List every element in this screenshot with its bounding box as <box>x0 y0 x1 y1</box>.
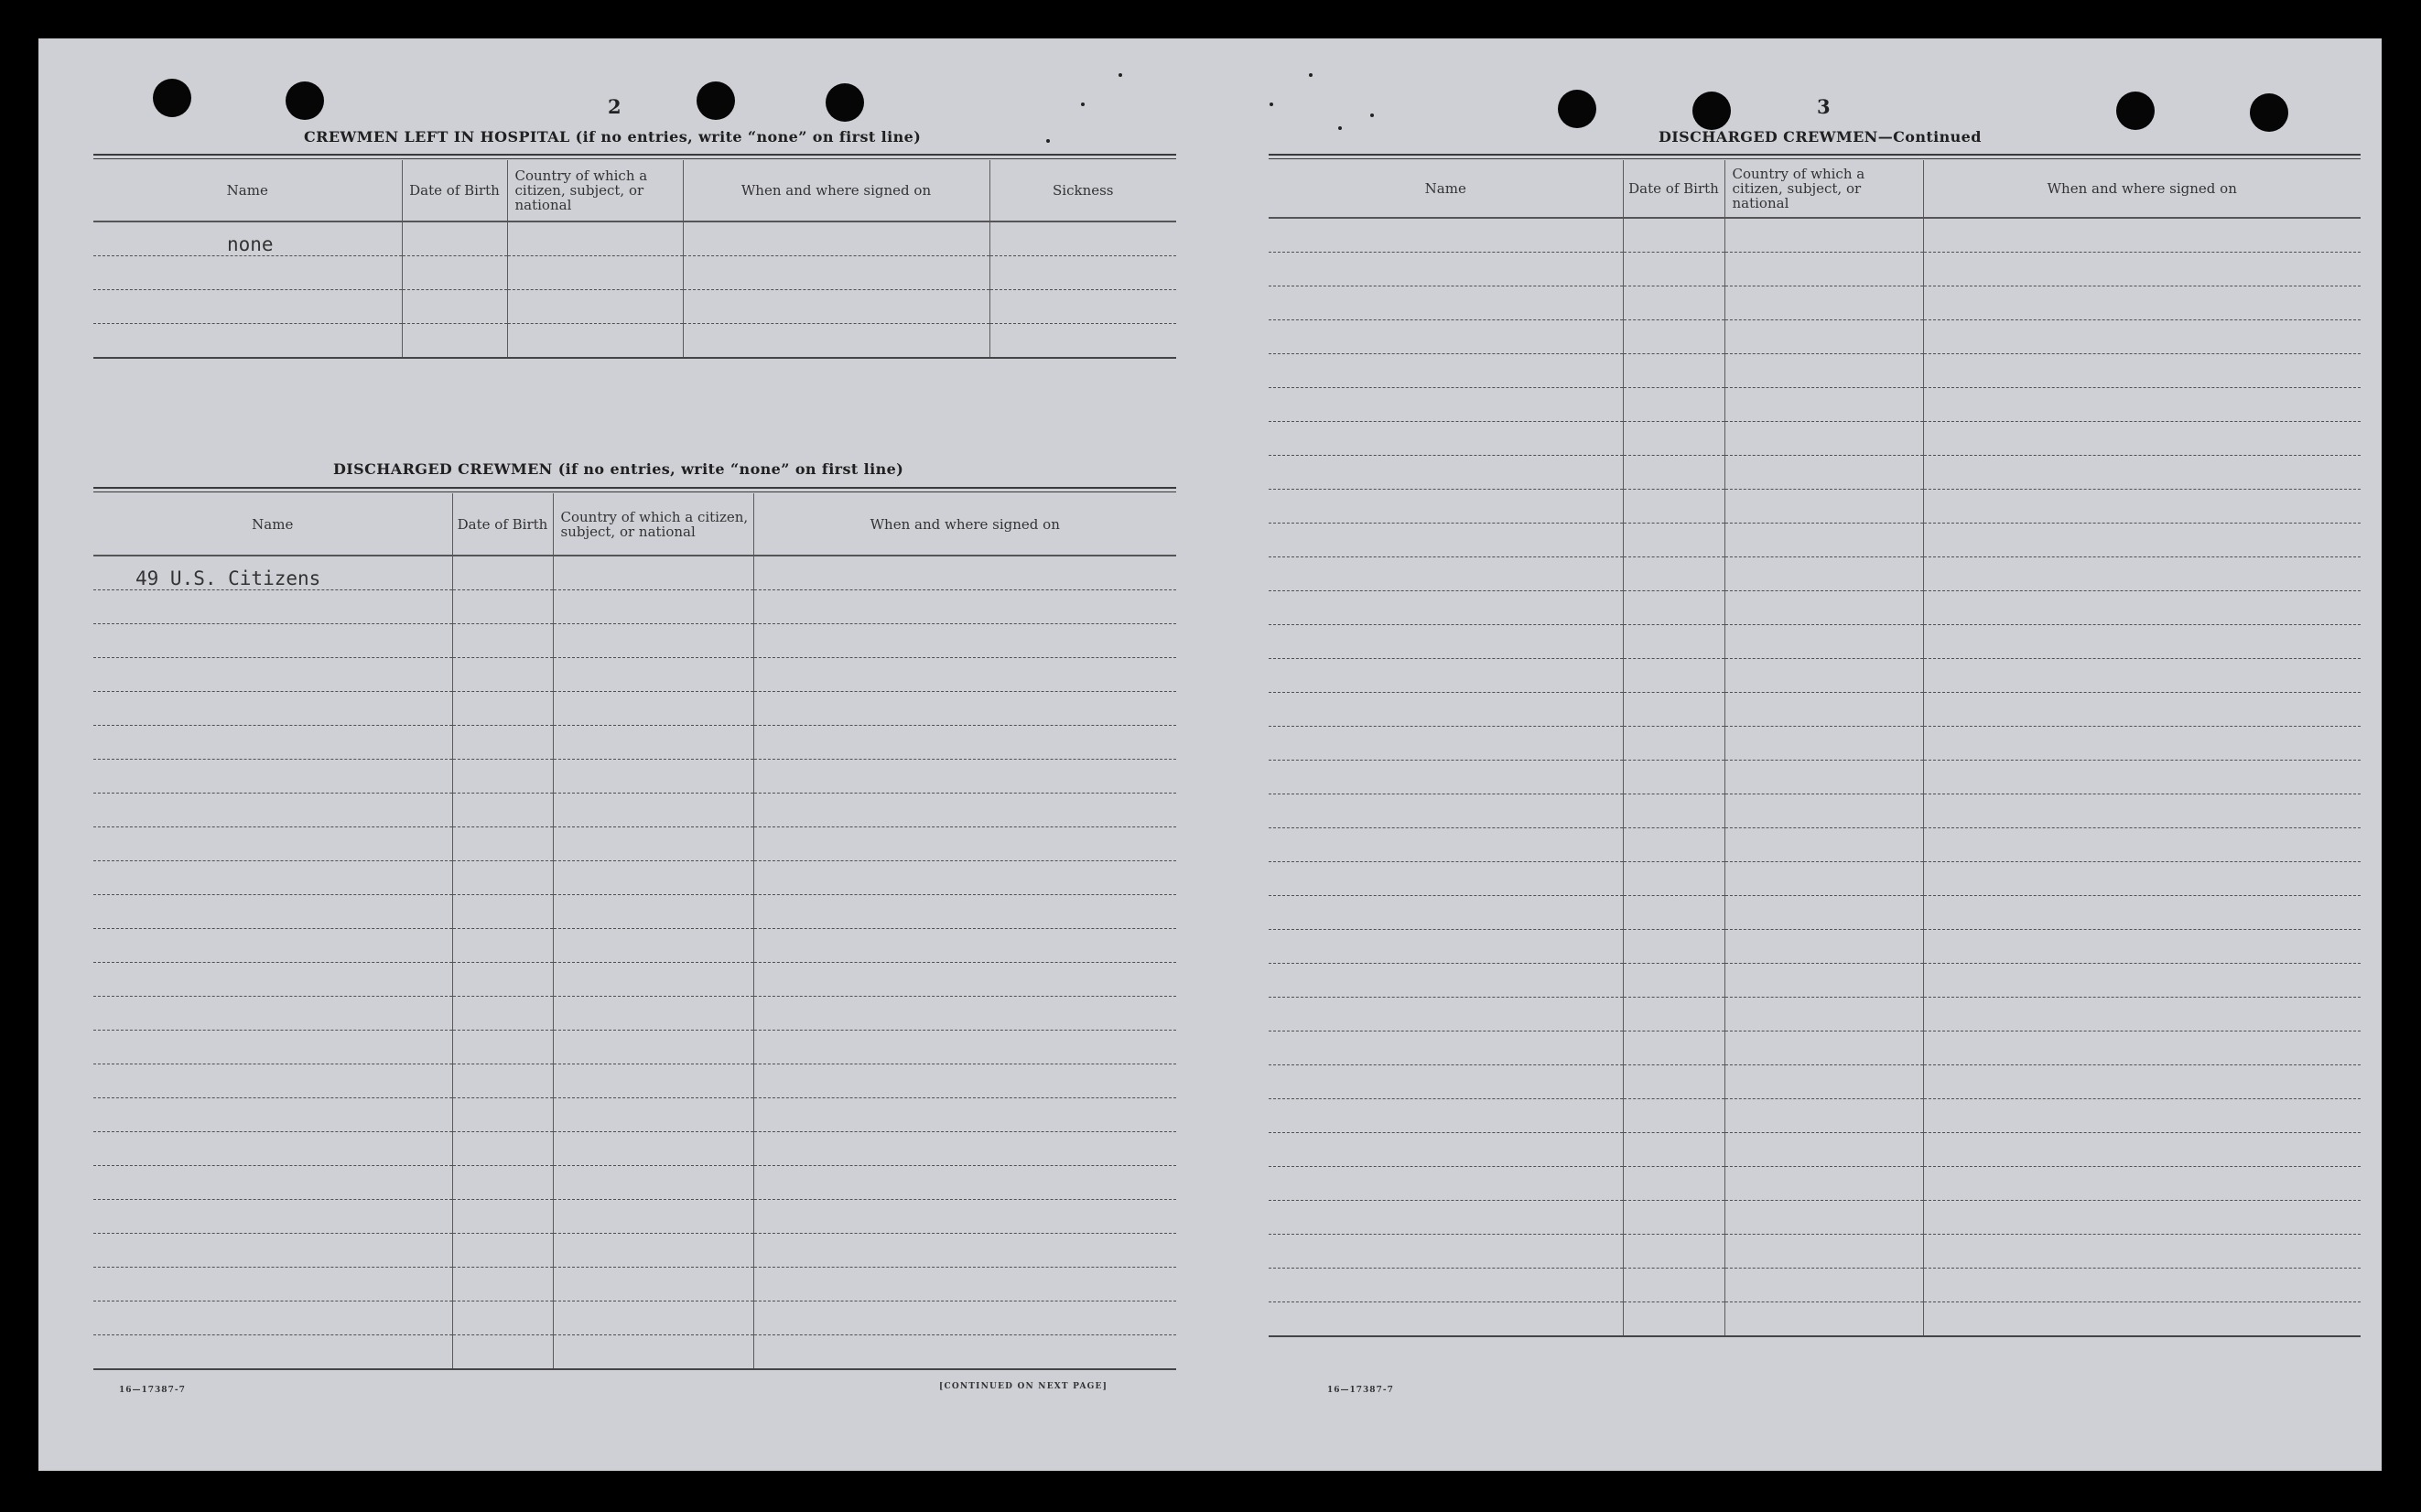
table-row <box>1269 1269 2361 1302</box>
punch-hole <box>286 81 324 120</box>
table-row <box>1269 456 2361 490</box>
hospital-title-text: CREWMEN LEFT IN HOSPITAL <box>304 128 570 146</box>
table-row <box>93 794 1176 827</box>
form-code: 16—17387-7 <box>1327 1386 1394 1395</box>
table-row <box>1269 524 2361 557</box>
punch-hole <box>2250 93 2288 132</box>
table-row <box>1269 828 2361 862</box>
form-code: 16—17387-7 <box>119 1386 186 1395</box>
table-row <box>93 256 1176 290</box>
table-row <box>93 290 1176 324</box>
discharged-continued-title: DISCHARGED CREWMEN—Continued <box>1659 128 1982 146</box>
scanned-form-sheet <box>38 38 2382 1471</box>
discharged-continued-table <box>1269 160 2361 1337</box>
page-3 <box>1219 38 2382 1471</box>
discharged-title-note: (if no entries, write “none” on first line) <box>557 460 904 478</box>
table-row <box>93 1064 1176 1098</box>
table-row <box>93 1335 1176 1370</box>
table-row <box>93 760 1176 794</box>
table-row <box>1269 964 2361 998</box>
table-row <box>93 1031 1176 1064</box>
col-header-country: Country of which a citizen, subject, or national <box>507 160 683 221</box>
table-row <box>1269 1031 2361 1065</box>
table-row <box>1269 1133 2361 1167</box>
discharged-title-text: DISCHARGED CREWMEN <box>333 460 553 478</box>
scan-speck <box>1338 126 1342 130</box>
table-row <box>1269 1302 2361 1337</box>
table-row <box>1269 1099 2361 1133</box>
col-header-name: Name <box>93 160 402 221</box>
table-row <box>1269 1167 2361 1201</box>
table-row <box>93 1166 1176 1200</box>
table-row <box>1269 557 2361 591</box>
table-row <box>1269 1235 2361 1269</box>
scan-speck <box>1270 103 1273 106</box>
discharged-continued-top-rule <box>1269 154 2361 156</box>
table-row <box>1269 1201 2361 1235</box>
table-row <box>1269 625 2361 659</box>
col-header-signed-on: When and where signed on <box>1923 160 2361 218</box>
col-header-date-of-birth: Date of Birth <box>402 160 507 221</box>
table-row <box>93 726 1176 760</box>
table-row <box>93 895 1176 929</box>
table-row <box>1269 354 2361 388</box>
scan-speck <box>1119 73 1122 77</box>
discharged-entry-name[interactable]: 49 U.S. Citizens <box>93 556 452 590</box>
hospital-header-row <box>93 160 1176 221</box>
scan-speck <box>1309 73 1313 77</box>
hospital-entry-name[interactable]: none <box>93 221 402 256</box>
continued-note: [CONTINUED ON NEXT PAGE] <box>939 1382 1108 1391</box>
table-row <box>93 624 1176 658</box>
punch-hole <box>2116 92 2155 130</box>
table-row <box>1269 253 2361 286</box>
table-row <box>93 1234 1176 1268</box>
table-row <box>93 1200 1176 1234</box>
table-row <box>1269 218 2361 253</box>
table-row <box>1269 659 2361 693</box>
table-row <box>93 556 1176 590</box>
table-row <box>1269 1065 2361 1099</box>
discharged-section-title <box>333 460 903 478</box>
table-row <box>1269 693 2361 727</box>
table-row <box>93 658 1176 692</box>
col-header-date-of-birth: Date of Birth <box>1623 160 1724 218</box>
table-row <box>93 1132 1176 1166</box>
table-row <box>1269 422 2361 456</box>
table-row <box>1269 761 2361 794</box>
table-row <box>1269 727 2361 761</box>
table-row <box>93 929 1176 963</box>
punch-hole <box>697 81 735 120</box>
table-row <box>93 997 1176 1031</box>
table-row <box>1269 320 2361 354</box>
scan-speck <box>1046 139 1050 143</box>
table-row <box>93 221 1176 256</box>
table-row <box>1269 286 2361 320</box>
col-header-country: Country of which a citizen, subject, or national <box>553 493 753 556</box>
col-header-country: Country of which a citizen, subject, or national <box>1724 160 1923 218</box>
hospital-title-note: (if no entries, write “none” on first line) <box>575 128 922 146</box>
table-row <box>1269 591 2361 625</box>
table-row <box>1269 794 2361 828</box>
col-header-sickness: Sickness <box>989 160 1176 221</box>
hospital-table <box>93 160 1176 359</box>
table-row <box>93 1301 1176 1335</box>
col-header-signed-on: When and where signed on <box>683 160 989 221</box>
col-header-signed-on: When and where signed on <box>753 493 1176 556</box>
page-number: 2 <box>608 95 621 118</box>
punch-hole <box>153 79 191 117</box>
table-row <box>1269 998 2361 1031</box>
col-header-date-of-birth: Date of Birth <box>452 493 553 556</box>
table-row <box>93 1268 1176 1301</box>
punch-hole <box>1558 90 1596 128</box>
page-2 <box>38 38 1219 1471</box>
col-header-name: Name <box>93 493 452 556</box>
discharged-table <box>93 493 1176 1370</box>
table-row <box>93 827 1176 861</box>
col-header-name: Name <box>1269 160 1623 218</box>
discharged-continued-header-row <box>1269 160 2361 218</box>
table-row <box>93 590 1176 624</box>
table-row <box>93 861 1176 895</box>
scan-speck <box>1370 113 1374 117</box>
table-row <box>1269 862 2361 896</box>
table-row <box>1269 930 2361 964</box>
table-row <box>1269 490 2361 524</box>
hospital-section-title <box>304 128 921 146</box>
table-row <box>93 324 1176 359</box>
page-number: 3 <box>1817 95 1831 118</box>
hospital-top-rule <box>93 154 1176 156</box>
table-row <box>93 692 1176 726</box>
punch-hole <box>1692 92 1731 130</box>
scan-speck <box>1081 103 1085 106</box>
table-row <box>1269 388 2361 422</box>
punch-hole <box>826 83 864 122</box>
table-row <box>93 1098 1176 1132</box>
discharged-header-row <box>93 493 1176 556</box>
table-row <box>93 963 1176 997</box>
discharged-top-rule <box>93 487 1176 489</box>
table-row <box>1269 896 2361 930</box>
